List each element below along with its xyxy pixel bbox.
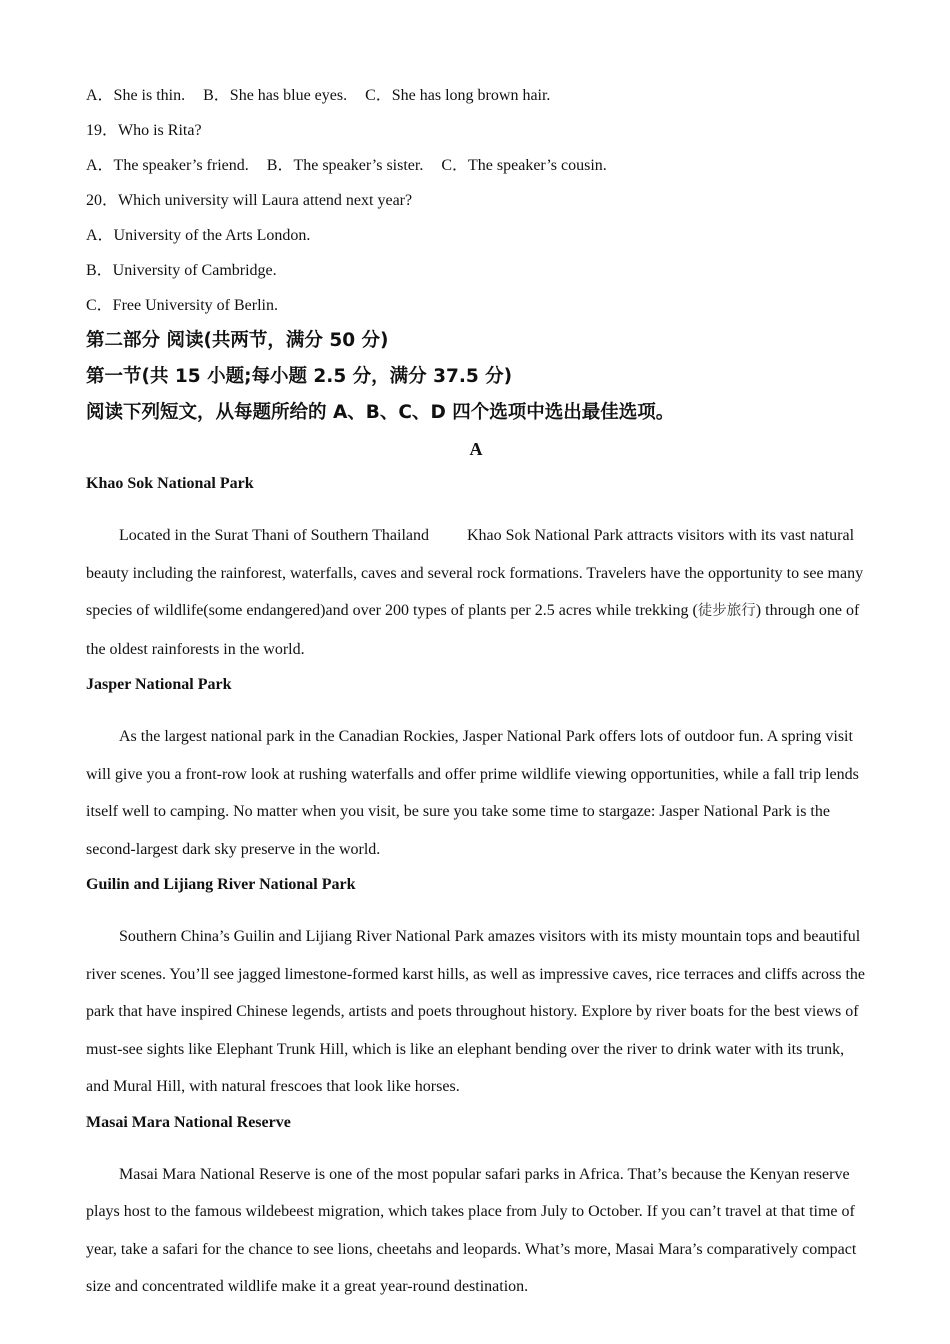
q18-option-c: C．She has long brown hair. — [365, 87, 551, 104]
park-title-khao-sok: Khao Sok National Park — [86, 475, 254, 492]
q20-option-a: A．University of the Arts London. — [86, 227, 311, 244]
part-heading: 第二部分 阅读(共两节，满分 50 分) — [86, 330, 389, 351]
q18-option-b: B．She has blue eyes. — [203, 87, 348, 104]
park-text-khao-sok-part2: Khao Sok National Park attracts visitors with its vast natural beauty including the rainforest, waterfalls, caves and several rock formations. Travelers have the opportunity to see many species of wildlife(some endangered)and over 200 types of plants per 2.5 acres while trekking ( — [86, 527, 864, 619]
passage-label: A — [469, 439, 483, 459]
q19-question: 19．Who is Rita? — [86, 122, 202, 139]
park-text-guilin: Southern China’s Guilin and Lijiang River National Park amazes visitors with its misty mountain tops and beautiful river scenes. You’ll see jagged limestone-formed karst hills, as well as impressive caves, rice terraces and cliffs across the park that have inspired Chinese legends, artists and poets throughout history. Explore by river boats for the best views of must-see sights like Elephant Trunk Hill, which is like an elephant bending over the river to drink water with its trunk, and Mural Hill, with natural frescoes that look like horses. — [86, 928, 866, 1095]
gloss-trekking: 徒步旅行 — [697, 603, 756, 619]
park-title-jasper: Jasper National Park — [86, 676, 232, 693]
park-text-khao-sok — [86, 517, 866, 668]
q19-option-b: B．The speaker’s sister. — [266, 157, 424, 174]
q20-option-b: B．University of Cambridge. — [86, 262, 277, 279]
q19-option-c: C．The speaker’s cousin. — [441, 157, 607, 174]
park-text-khao-sok-part3: ) through one of the oldest rainforests in the world. — [86, 602, 860, 658]
q19-option-a: A．The speaker’s friend. — [86, 157, 249, 174]
sub-heading: 第一节(共 15 小题;每小题 2.5 分，满分 37.5 分) — [86, 366, 513, 387]
park-text-khao-sok-part1: Located in the Surat Thani of Southern Thailand — [119, 527, 429, 544]
q20-question: 20．Which university will Laura attend next year? — [86, 192, 413, 209]
park-text-jasper: As the largest national park in the Canadian Rockies, Jasper National Park offers lots of outdoor fun. A spring visit will give you a front-row look at rushing waterfalls and offer prime wildlife viewing opportunities, while a fall trip lends itself well to camping. No matter when you visit, be sure you take some time to stargaze: Jasper National Park is the second-largest dark sky preserve in the world. — [86, 728, 859, 858]
q18-options — [86, 78, 866, 113]
park-text-masai-mara: Masai Mara National Reserve is one of the most popular safari parks in Africa. That’s because the Kenyan reserve plays host to the famous wildebeest migration, which takes place from July to October. If you can’t travel at that time of year, take a safari for the chance to see lions, cheetahs and leopards. What’s more, Masai Mara’s comparatively compact size and concentrated wildlife make it a great year-round destination. — [86, 1165, 857, 1295]
park-title-masai-mara: Masai Mara National Reserve — [86, 1113, 291, 1131]
q19-options — [86, 148, 866, 183]
q20-option-c: C．Free University of Berlin. — [86, 297, 278, 314]
instruction: 阅读下列短文，从每题所给的 A、B、C、D 四个选项中选出最佳选项。 — [86, 402, 675, 423]
q18-option-a: A．She is thin. — [86, 87, 186, 104]
park-title-guilin: Guilin and Lijiang River National Park — [86, 876, 356, 893]
document-page — [86, 78, 866, 1306]
